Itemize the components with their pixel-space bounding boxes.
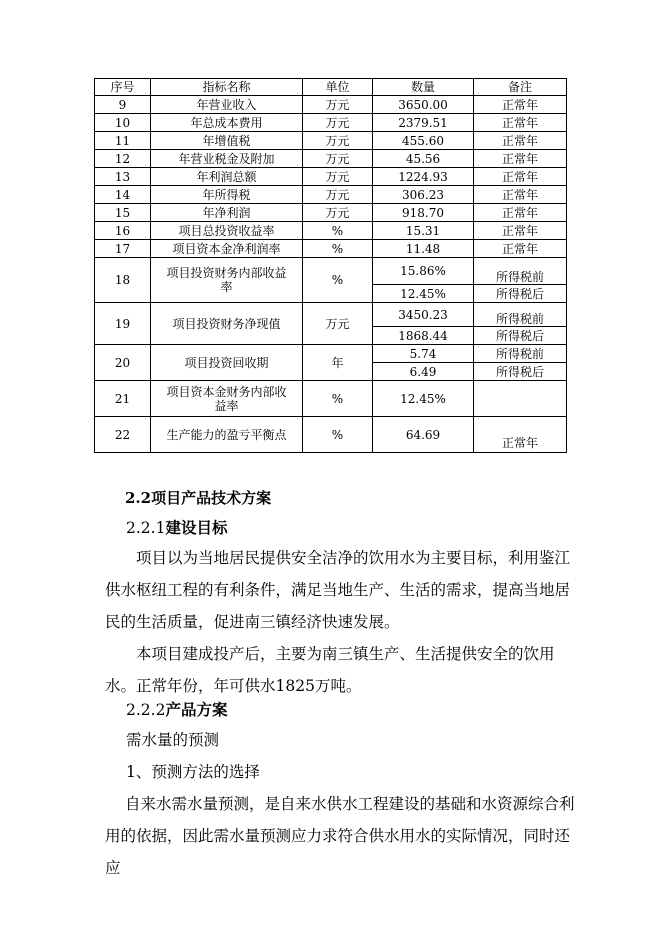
row-value: 1868.44 bbox=[373, 327, 474, 345]
row-value: 15.86% bbox=[373, 258, 474, 285]
row-note: 所得税后 bbox=[474, 327, 567, 345]
table-row bbox=[95, 96, 567, 114]
row-unit: 万元 bbox=[303, 114, 373, 132]
table-row bbox=[95, 303, 567, 327]
row-value: 15.31 bbox=[373, 222, 474, 240]
header-cell: 序号 bbox=[95, 79, 151, 96]
row-no: 22 bbox=[95, 417, 151, 453]
row-no: 17 bbox=[95, 240, 151, 258]
row-no: 13 bbox=[95, 168, 151, 186]
row-name: 年营业税金及附加 bbox=[151, 150, 303, 168]
row-unit: 万元 bbox=[303, 303, 373, 345]
row-value: 3450.23 bbox=[373, 303, 474, 327]
table-row bbox=[95, 381, 567, 417]
row-name: 年净利润 bbox=[151, 204, 303, 222]
row-unit: % bbox=[303, 222, 373, 240]
table-row bbox=[95, 168, 567, 186]
row-unit: 万元 bbox=[303, 132, 373, 150]
table-row bbox=[95, 345, 567, 363]
row-unit: % bbox=[303, 240, 373, 258]
section-title: 2.2项目产品技术方案 bbox=[125, 489, 272, 507]
paragraph-forecast: 自来水需水量预测，是自来水供水工程建设的基础和水资源综合利用的依据，因此需水量预测应力求符合供水用水的实际情况，同时还应 bbox=[105, 795, 575, 877]
table-row bbox=[95, 240, 567, 258]
row-note: 正常年 bbox=[474, 114, 567, 132]
table-header-row bbox=[95, 79, 567, 96]
subsection-title: 产品方案 bbox=[165, 700, 228, 719]
subsection-number: 2.2.1 bbox=[126, 519, 166, 537]
row-unit: % bbox=[303, 381, 373, 417]
row-note: 所得税前 bbox=[474, 258, 567, 285]
row-unit: 万元 bbox=[303, 168, 373, 186]
row-value: 11.48 bbox=[373, 240, 474, 258]
row-name: 年增值税 bbox=[151, 132, 303, 150]
table-row bbox=[95, 222, 567, 240]
row-value: 12.45% bbox=[373, 285, 474, 303]
indicator-table bbox=[94, 78, 567, 453]
row-name: 项目资本金财务内部收益率 bbox=[151, 381, 303, 417]
row-no: 16 bbox=[95, 222, 151, 240]
row-note: 正常年 bbox=[474, 186, 567, 204]
row-note: 正常年 bbox=[474, 417, 567, 453]
row-unit: 万元 bbox=[303, 150, 373, 168]
row-unit: % bbox=[303, 258, 373, 303]
row-value: 12.45% bbox=[373, 381, 474, 417]
row-no: 18 bbox=[95, 258, 151, 303]
row-note: 正常年 bbox=[474, 150, 567, 168]
row-no: 20 bbox=[95, 345, 151, 381]
row-note bbox=[474, 381, 567, 417]
table-row bbox=[95, 258, 567, 285]
table-row bbox=[95, 114, 567, 132]
row-name: 年营业收入 bbox=[151, 96, 303, 114]
row-unit: 万元 bbox=[303, 186, 373, 204]
row-no: 9 bbox=[95, 96, 151, 114]
row-note: 正常年 bbox=[474, 96, 567, 114]
table-row bbox=[95, 186, 567, 204]
table-row bbox=[95, 417, 567, 453]
table-row bbox=[95, 132, 567, 150]
row-name: 年所得税 bbox=[151, 186, 303, 204]
row-value: 2379.51 bbox=[373, 114, 474, 132]
subsection-number: 2.2.2 bbox=[126, 701, 166, 719]
heading-method-choice: 1、预测方法的选择 bbox=[126, 763, 260, 781]
row-name: 年总成本费用 bbox=[151, 114, 303, 132]
row-note: 所得税后 bbox=[474, 363, 567, 381]
row-value: 918.70 bbox=[373, 204, 474, 222]
row-no: 12 bbox=[95, 150, 151, 168]
subsection-heading-1 bbox=[126, 512, 596, 544]
subsection-title: 建设目标 bbox=[165, 518, 228, 537]
row-value: 6.49 bbox=[373, 363, 474, 381]
header-cell: 指标名称 bbox=[151, 79, 303, 96]
row-no: 21 bbox=[95, 381, 151, 417]
row-name: 年利润总额 bbox=[151, 168, 303, 186]
row-note: 正常年 bbox=[474, 240, 567, 258]
row-note: 正常年 bbox=[474, 132, 567, 150]
row-note: 所得税前 bbox=[474, 345, 567, 363]
row-no: 15 bbox=[95, 204, 151, 222]
row-unit: 万元 bbox=[303, 204, 373, 222]
row-value: 306.23 bbox=[373, 186, 474, 204]
row-name: 项目总投资收益率 bbox=[151, 222, 303, 240]
row-name: 项目资本金净利润率 bbox=[151, 240, 303, 258]
row-note: 正常年 bbox=[474, 222, 567, 240]
table-row bbox=[95, 204, 567, 222]
heading-demand-forecast: 需水量的预测 bbox=[126, 731, 220, 749]
row-value: 5.74 bbox=[373, 345, 474, 363]
row-note: 正常年 bbox=[474, 168, 567, 186]
row-no: 19 bbox=[95, 303, 151, 345]
row-value: 64.69 bbox=[373, 417, 474, 453]
paragraph-output: 本项目建成投产后，主要为南三镇生产、生活提供安全的饮用水。正常年份，年可供水1825万吨。 bbox=[105, 645, 555, 695]
row-value: 45.56 bbox=[373, 150, 474, 168]
row-note: 所得税前 bbox=[474, 303, 567, 327]
row-name: 生产能力的盈亏平衡点 bbox=[151, 417, 303, 453]
row-unit: 年 bbox=[303, 345, 373, 381]
row-value: 3650.00 bbox=[373, 96, 474, 114]
table-row bbox=[95, 150, 567, 168]
row-no: 11 bbox=[95, 132, 151, 150]
header-cell: 备注 bbox=[474, 79, 567, 96]
header-cell: 数量 bbox=[373, 79, 474, 96]
row-name: 项目投资财务内部收益率 bbox=[151, 258, 303, 303]
paragraph-goal: 项目以为当地居民提供安全洁净的饮用水为主要目标，利用鉴江供水枢纽工程的有利条件，满足当地生产、生活的需求，提高当地居民的生活质量，促进南三镇经济快速发展。 bbox=[105, 549, 571, 631]
row-note: 正常年 bbox=[474, 204, 567, 222]
row-name: 项目投资回收期 bbox=[151, 345, 303, 381]
row-value: 455.60 bbox=[373, 132, 474, 150]
row-unit: 万元 bbox=[303, 96, 373, 114]
subsection-heading-2 bbox=[126, 694, 596, 726]
row-no: 14 bbox=[95, 186, 151, 204]
row-no: 10 bbox=[95, 114, 151, 132]
row-value: 1224.93 bbox=[373, 168, 474, 186]
row-unit: % bbox=[303, 417, 373, 453]
row-note: 所得税后 bbox=[474, 285, 567, 303]
row-name: 项目投资财务净现值 bbox=[151, 303, 303, 345]
header-cell: 单位 bbox=[303, 79, 373, 96]
